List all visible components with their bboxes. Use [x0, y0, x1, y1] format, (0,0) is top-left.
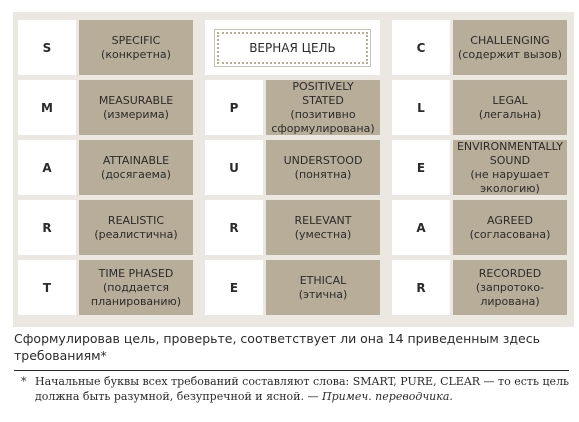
cell-en: RELEVANT	[294, 213, 352, 227]
cell-letter: U	[205, 140, 263, 195]
table-cell	[392, 200, 567, 255]
cell-en: REALISTIC	[107, 213, 165, 227]
cell-letter: A	[18, 140, 76, 195]
cell-description	[79, 260, 193, 315]
cell-letter: C	[392, 20, 450, 75]
cell-letter: E	[205, 260, 263, 315]
cell-letter: R	[18, 200, 76, 255]
cell-description	[79, 140, 193, 195]
table-cell	[392, 260, 567, 315]
cell-letter: A	[392, 200, 450, 255]
cell-ru: (содержит вызов)	[458, 47, 562, 61]
table-cell	[18, 80, 193, 135]
cell-ru: (конкретна)	[101, 47, 171, 61]
cell-en: ETHICAL	[299, 273, 347, 287]
table-cell	[18, 140, 193, 195]
cell-ru: (позитивно сформулирована)	[271, 107, 375, 135]
table-caption: Сформулировав цель, проверьте, соответствует ли она 14 приведенным здесь требованиям*	[14, 331, 540, 363]
table-cell	[205, 140, 380, 195]
cell-en: CHALLENGING	[470, 33, 550, 47]
footnote	[21, 374, 575, 404]
table-cell	[18, 20, 193, 75]
cell-description	[266, 260, 380, 315]
cell-en: MEASURABLE	[98, 93, 174, 107]
cell-en: TIME PHASED	[98, 266, 174, 280]
cell-ru: (реалистична)	[94, 227, 178, 241]
clear-column	[392, 20, 567, 315]
cell-ru: (легальна)	[478, 107, 542, 121]
cell-description	[453, 260, 567, 315]
cell-ru: (этична)	[298, 287, 348, 301]
title-box: ВЕРНАЯ ЦЕЛЬ	[214, 29, 371, 67]
cell-letter: R	[392, 260, 450, 315]
cell-ru: (поддается планированию)	[90, 280, 182, 308]
table-cell	[205, 200, 380, 255]
cell-description	[453, 20, 567, 75]
cell-ru: (досягаема)	[101, 167, 171, 181]
table-cell	[18, 200, 193, 255]
table-cell	[205, 80, 380, 135]
cell-description	[79, 200, 193, 255]
cell-en: UNDERSTOOD	[283, 153, 363, 167]
cell-description	[453, 80, 567, 135]
footnote-text: Начальные буквы всех требований составляют слова: SMART, PURE, CLEAR — то есть цель должна быть разумной, безупречной и ясной. —	[35, 375, 570, 403]
cell-ru: (уместна)	[294, 227, 352, 241]
cell-letter: M	[18, 80, 76, 135]
cell-description	[266, 140, 380, 195]
pure-column	[205, 20, 380, 315]
cell-ru: (согласована)	[469, 227, 551, 241]
cell-en: RECORDED	[478, 266, 542, 280]
table-cell	[18, 260, 193, 315]
table-cell	[392, 140, 567, 195]
cell-en: SPECIFIC	[111, 33, 161, 47]
cell-description	[453, 140, 567, 195]
table-cell	[392, 80, 567, 135]
cell-en: AGREED	[487, 213, 533, 227]
cell-description	[79, 80, 193, 135]
title-cell	[205, 20, 380, 75]
cell-letter: L	[392, 80, 450, 135]
cell-en: ATTAINABLE	[102, 153, 170, 167]
footnote-marker: *	[21, 375, 27, 388]
cell-ru: (понятна)	[294, 167, 352, 181]
cell-en: POSITIVELY STATED	[292, 79, 354, 107]
smart-column	[18, 20, 193, 315]
cell-ru: (запротоко-лирована)	[475, 280, 545, 308]
footnote-divider	[14, 370, 569, 371]
table-cell	[205, 260, 380, 315]
cell-ru: (измерима)	[103, 107, 169, 121]
cell-letter: E	[392, 140, 450, 195]
cell-en: ENVIRONMENTALLY SOUND	[456, 139, 563, 167]
cell-letter: P	[205, 80, 263, 135]
cell-en: LEGAL	[492, 93, 528, 107]
cell-description	[266, 80, 380, 135]
cell-description	[453, 200, 567, 255]
cell-letter: T	[18, 260, 76, 315]
cell-description	[266, 200, 380, 255]
requirements-table	[13, 12, 574, 327]
cell-letter: R	[205, 200, 263, 255]
cell-description	[79, 20, 193, 75]
cell-letter: S	[18, 20, 76, 75]
table-cell	[392, 20, 567, 75]
cell-ru: (не нарушает экологию)	[470, 167, 550, 195]
footnote-note: Примеч. переводчика.	[322, 390, 453, 403]
